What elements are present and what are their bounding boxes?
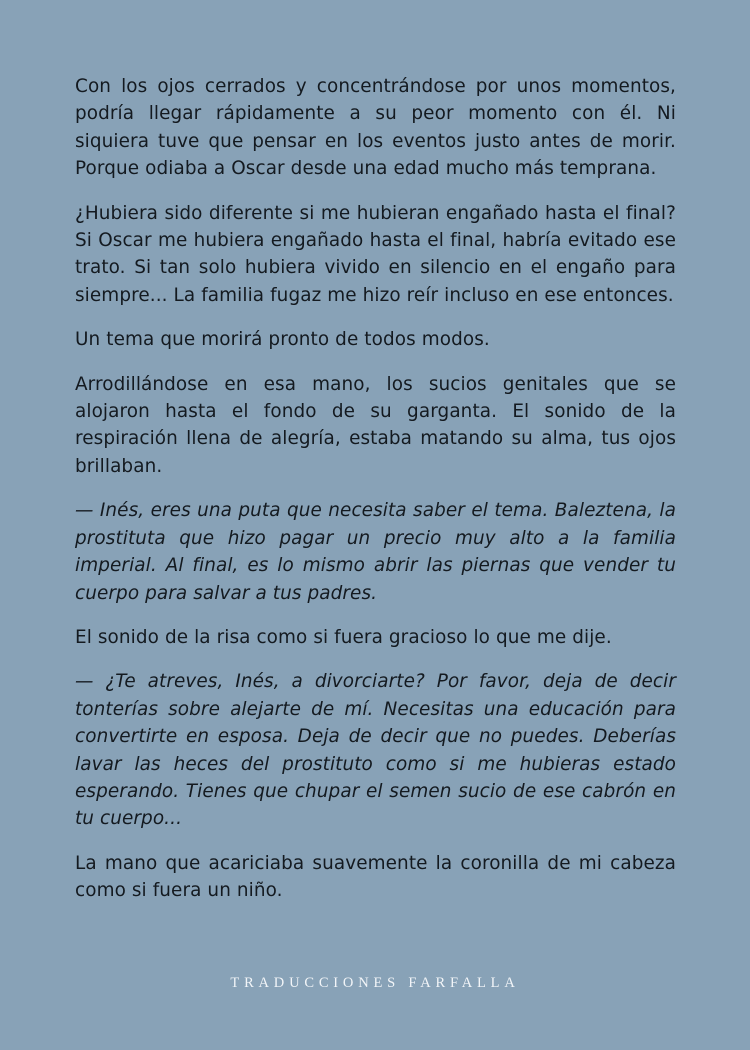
dialogue-paragraph-1: — Inés, eres una puta que necesita saber el tema. Baleztena, la prostituta que hizo pagar un precio muy alto a la familia imperial. Al final, es lo mismo abrir las piernas que vender tu cuerpo para salvar a tus padres. <box>75 500 676 604</box>
footer-credit: TRADUCCIONES FARFALLA <box>230 975 520 991</box>
paragraph-4: Arrodillándose en esa mano, los sucios genitales que se alojaron hasta el fondo de su garganta. El sonido de la respiración llena de alegría, estaba matando su alma, tus ojos brillaban. <box>75 373 676 477</box>
paragraph-3: Un tema que morirá pronto de todos modos. <box>75 329 490 351</box>
dialogue-paragraph-2: — ¿Te atreves, Inés, a divorciarte? Por favor, deja de decir tonterías sobre alejarte de mí. Necesitas una educación para convertirte en esposa. Deja de decir que no puedes. Deberías lavar las heces del prostituto como si me hubieras estado esperando. Tienes que chupar el semen sucio de ese cabrón en tu cuerpo... <box>75 671 676 830</box>
paragraph-5: El sonido de la risa como si fuera gracioso lo que me dije. <box>75 626 612 648</box>
page-body <box>75 73 676 922</box>
paragraph-2: ¿Hubiera sido diferente si me hubieran engañado hasta el final? Si Oscar me hubiera engañado hasta el final, habría evitado ese trato. Si tan solo hubiera vivido en silencio en el engaño para siempre... La familia fugaz me hizo reír incluso en ese entonces. <box>75 202 676 306</box>
paragraph-1: Con los ojos cerrados y concentrándose por unos momentos, podría llegar rápidamente a su peor momento con él. Ni siquiera tuve que pensar en los eventos justo antes de morir. Porque odiaba a Oscar desde una edad mucho más temprana. <box>75 76 676 180</box>
paragraph-6: La mano que acariciaba suavemente la coronilla de mi cabeza como si fuera un niño. <box>75 852 676 902</box>
